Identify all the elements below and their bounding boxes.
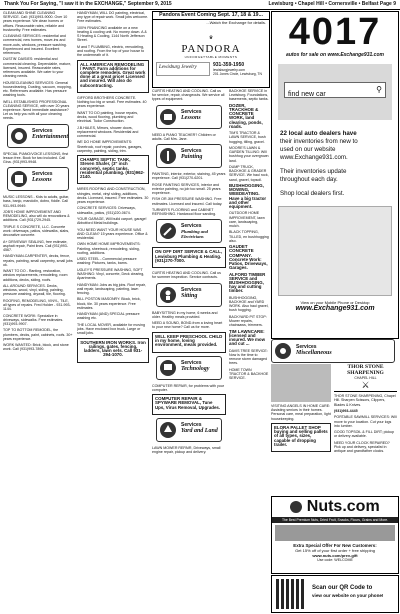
autos-body: 22 local auto dealers have their inventories from new to used on our website www.Exchange931.com. Their inventories update throughout each day. Shop local dealers first. <box>280 130 358 197</box>
misc-photo <box>271 364 331 402</box>
pandora-tagline: UNFORGETTABLE MOMENTS <box>184 55 238 59</box>
column-3 <box>152 89 226 609</box>
ad-60: DAVIS TREE SERVICE: Now is the time to remove storm damaged trees. <box>229 348 268 366</box>
ad-27: YOUR GARAGE, Will build carport, garage! Abbotford Metal buildings. <box>77 216 147 226</box>
nuts-code: Use code: WELCOME <box>317 558 353 563</box>
ad-18: HANDYMAN, WILL DO painting, electrical, any type of repair work. Small jobs welcome. Free estimates. <box>77 11 149 24</box>
ad-35: THE LOCAL MOVER, available for moving jobs. Have enclosed box truck. Large or small jobs. <box>77 322 145 336</box>
tree-icon <box>160 422 176 438</box>
section-lessons: Services Lessons <box>7 167 69 191</box>
nuts-photo <box>275 525 395 541</box>
ad-box-septic: CHAMPS SEPTIC TANK, Steven Shafer, (3" inch concrete), septic tanks, residential plumbing. (931)962-2140. <box>77 155 149 184</box>
ad-14: ROOFING, REMODELING, VINYL, TILE, all types of repairs. Fred Holder - 931-993-1144. <box>3 298 71 312</box>
pandora-note: ...Watch the Exchange for details. <box>206 20 266 25</box>
jeweler-info <box>153 62 269 76</box>
entertainment-icon <box>11 128 27 144</box>
search-icon: ⚲ <box>376 85 382 94</box>
ad-box-iron-works: SOUTHERN IRON WORKS. Iron railings, gates, fencing, ladders, lawn sets. Call 931-294-1070. <box>77 338 149 363</box>
ad-box-child-care: WILL KEEP PRESCHOOL CHILD in my home, loving environment, meals provided. <box>152 332 226 353</box>
header-left: Thank You For Saying, "I saw it in the EXCHANGE," September 9, 2015 <box>4 1 172 7</box>
ad-62: VISITING ANGELS IN HOME CARE: Assisting seniors in their homes. Personal care, meal preparation, light housekeeping. <box>271 404 331 421</box>
jeweler-web: lewisburgjewelry.com <box>213 68 245 72</box>
pandora-brand: PANDORA <box>181 43 241 55</box>
ad-38: PAINTING, interior, exterior, staining, 45 years experience. Call (931)270-6201. <box>152 172 226 181</box>
qr-line1: Scan our QR Code to <box>312 585 373 591</box>
ad-15: CONCRETE WORK: Specialize in driveways, sidewalks. Free estimates. (931)993-9907. <box>3 313 64 327</box>
thor-title: THOR STONE SHARPENING <box>347 364 384 376</box>
nuts-tagline: The Best Premium Nuts, Dried Fruit, Snacks, Flours, Grains and More. <box>272 517 398 523</box>
ad-22: WANT TO DO painting, house repairs, decks, wood flooring, plumbing and electrical. Tudor Construction. <box>77 110 138 124</box>
jeweler-address: 201 Jones Circle, Lewisburg, TN <box>213 72 262 76</box>
ad-57: BUSHHOGGING, BACKHOE and YARD WORK. Also haul gravel, bush hogging. <box>229 295 269 313</box>
ad-13: ALL AROUND SERVICES. Decks, windows, wood, vinyl, siding, painting, pressure washing, drywall, tile, flooring. <box>3 284 66 297</box>
autos-number: 4017 <box>288 11 382 53</box>
ad-28: YOU NEED WANT YOUR HOUSE WAS AND CLEAN? 15 years experience. Office & residential. <box>77 227 148 240</box>
nuts-ad <box>271 496 399 574</box>
thor-body: THOR STONE SHARPENING, Chapel Hill. Sharpen Scissors, Clippers, Blades & Knives. <box>334 394 396 407</box>
nuts-offer2: Get 15% off of your first order + free shipping <box>295 548 375 554</box>
ad-46: LAWN MOWER REPAIR, Driveways, small engine repair, pickup and delivery. <box>152 445 221 455</box>
ad-39: ROSE PAINTING SERVICES, interior and exterior painting, no job too small. 25 years experience. <box>152 182 221 196</box>
nuts-brand: Nuts.com <box>272 497 398 517</box>
column-2 <box>77 11 149 611</box>
pandora-ad <box>152 11 270 88</box>
column-1 <box>3 11 73 611</box>
ad-26: CONCRETE SERVICES: Driveways, sidewalks, patios, (931)220-0674. <box>77 206 136 215</box>
lessons-icon-2 <box>160 109 176 125</box>
jeweler-name: Lewisburg Jewelry <box>156 62 210 76</box>
lessons-icon <box>11 171 27 187</box>
thor-sub: CHAPEL HILL <box>354 376 377 380</box>
section-painting: Services Painting <box>156 144 222 168</box>
ad-34: HANDYMAN (AND) SPECIAL pressure washing etc. <box>77 312 140 321</box>
ad-25: MIRES ROOFING AND CONSTRUCTION, shingles, metal, vinyl siding, additions, decks. Licensed, insured. Free estimates. 30 years experience. <box>77 187 149 204</box>
section-technology: Services Technology <box>156 356 222 380</box>
child-icon <box>160 287 176 303</box>
nuts-url[interactable]: www.nuts.com/prev-gift <box>312 553 358 559</box>
ad-33: BILL POSTON MASONRY: Block, brick, block, tile. 30 years experience. Free estimates. <box>77 297 141 310</box>
ad-59: TIM LAWNCARE: licensed and insured. We mow and cut ... <box>229 328 266 347</box>
nuts-offer: Extra Special Offer For New Customers: <box>293 543 377 549</box>
ad-2: CLEANING SERVICES: residential and commercial, new homes, move-ins and move-outs, windows, pressure washing. Experienced and insured. Excellent references. <box>3 34 67 56</box>
ad-40: FISH OR JIM PRESSURE WASHING. Free estimates. Licensed and insured. Call today. <box>152 197 223 206</box>
wrench-icon <box>160 223 176 239</box>
ad-51: DUMP TRUCK, BACKHOE & GRADER SERVICE. We haul rock, sand, gravel, topsoil. <box>229 165 269 182</box>
ad-54: BLACK TOPPING, TILLED, en bushhogging also. <box>229 230 269 243</box>
crown-icon: ♛ <box>208 35 214 41</box>
page-header <box>0 0 400 10</box>
autos-url[interactable]: www.Exchange931.com <box>295 305 375 312</box>
thor-ad <box>334 364 397 392</box>
misc-left-column <box>271 364 331 494</box>
thor-phone: (931)993-4445 <box>334 409 358 413</box>
ad-44: NEED A SOUND, BOND-from a loving heart to your new home? Call us for more. <box>152 321 223 330</box>
paint-brush-icon <box>160 148 176 164</box>
knife-icon: ⚔ <box>361 380 370 391</box>
ad-45: COMPUTER REPAIR, for problems with your computer. <box>152 383 225 392</box>
section-miscellaneous: Services Miscellaneous <box>271 339 395 363</box>
ad-29: OWN HOME HOME IMPROVEMENTS: Painting, sheetrock, remodeling, siding, roofing, additions. <box>77 242 141 255</box>
nut-icon <box>290 501 302 513</box>
ad-37: NEED A PIANO TEACHER? Children or adults. Call Mrs. Jane. <box>152 132 216 141</box>
qr-line2: view our website on your phone! <box>312 593 384 598</box>
autos-search-label: find new car <box>288 91 326 98</box>
ad-61: HOME TOWN TRACTOR & BACKHOE SERVICE. <box>229 367 269 381</box>
ad-47: BACKHOE SERVICE in Lewisburg. Foundations, basements, septic tanks. <box>229 89 269 102</box>
ad-box-remodeling: ALL AMERICAN REMODELING / PAINT. Farm additions for complete remodels. Great work done at a great price! Licensed and insured. Will also do subcontracting. <box>77 60 149 93</box>
ad-52: BUSHHOGGING, MOWING, WEEDEATING. Have a big tractor and other equipment. <box>229 183 267 210</box>
ad-48: DOZER, TRACKHOE & CONCRETE WORK, land clearing, ponds, roads. <box>229 102 263 129</box>
pandora-logo <box>153 26 269 59</box>
ad-32: HANDYMAN: Jobs as big jobs. Roof repair, wall repair, landscaping, painting, lawn fencing. <box>77 282 146 295</box>
section-lessons-2: Services Lessons <box>156 105 222 129</box>
qr-code[interactable] <box>276 579 306 609</box>
section-entertainment: Services Entertainment <box>7 124 69 148</box>
ad-11: HANDYMAN-CARPENTER, decks, fence, repairs, painting, small carpentry, small jobs ok. <box>3 254 73 267</box>
ad-box-computer: COMPUTER REPAIR & SPYWARE REMOVAL, Tune Ups, Virus Removal, Upgrades. <box>152 394 226 415</box>
ad-4: HOUSECLEANING SERVICES: General housecleaning. Dusting, vacuum, mopping, etc. References available. Has pressure washing tools. <box>3 80 72 98</box>
ad-12: WANT TO DO - Ranting, restoration, window replacements, remodeling, room additions, decks, siding, roofs. <box>3 269 68 282</box>
autos-search-box[interactable] <box>284 82 386 98</box>
jeweler-phone: 931-359-1950 <box>213 62 245 68</box>
ad-53: OUTDOOR HOME IMPROVEMENT, lawn care, landscaping, mulch. <box>229 211 265 229</box>
ad-63: PORTABLE SAWMILL SERVICES: Will move to your location. Cut your logs into lumber. <box>334 415 397 428</box>
qr-box <box>271 575 399 613</box>
ad-20: M and T PLUMBING, electric, remodeling, and roofing. From the top of your house to the underneath of it. <box>77 44 145 58</box>
ad-box-elora: ELORA PALLET SHOP buying and selling pallets of all types, sizes, capable of dropping trailer. <box>271 423 331 452</box>
ad-43: BABYSITTING in my home, 6 weeks and older. Healthy meals provided. <box>152 310 218 319</box>
section-sitting: Services Sitting <box>156 283 222 307</box>
ad-5: WELL ESTABLISHED PROFESSIONAL CLEANING SERVICE, with over 20 years experience. Need immediate assistance? Let us help you with all your cleaning needs. <box>3 99 70 121</box>
section-plumbing: Services Plumbing and Electricians <box>156 219 222 243</box>
computer-icon <box>160 360 176 376</box>
ad-31: UGLEY'S PRESSURE WASHING, SOFT WASHING: Vinyl, concrete, Deck clearing, Apartments. <box>77 267 145 281</box>
misc-right-column <box>334 364 397 494</box>
ad-65: NEED YOUR CLOCK REPAIRED? Pick up and delivery, specialist in antique and grandfather clocks. <box>334 440 390 454</box>
ad-55: GAUDET CONCRETE COMPANY. Concrete Work: Patios, Driveways, Garages. <box>229 244 268 271</box>
autos-tagline: autos for sale on www.Exchange931.com <box>286 52 384 58</box>
autos-search-mock <box>278 64 392 120</box>
ad-23: J.B.HALES, Mirrors, shower doors, replacement windows. Residential and commercial. <box>77 125 139 138</box>
column-4 <box>229 89 269 609</box>
ad-7: MUSIC LESSONS - Kids to adults, guitar, bass, banjo, mandolin, dobro, fiddle. Call 931-993-9949. <box>3 195 70 208</box>
ad-42: CURTIS HEATING AND COOLING. Call us for summer inspection. Service contracts. <box>152 271 221 280</box>
ad-9: TRIPLE S CONCRETE, LLC. Concrete work: driveways, patios, sidewalks, slabs, decorative concrete. <box>3 224 70 238</box>
ad-10: A+ DRIVEWAY SEALING, free estimate, asphalt repair, Paint lines. Call (931)993-4567. <box>3 239 68 253</box>
ad-17: WORK WANTED: Brick, block, and stone work. Call (931)993-7890. <box>3 343 69 352</box>
ad-41: TURNER'S FLOORING and CABINET REFINISHING. Hardwood floor sanding. <box>152 208 217 217</box>
pandora-banner: Pandora Event Coming Sept. 17, 18 & 19... <box>153 12 269 20</box>
ad-30: USED STEEL - Commercial pressure washing: Pictures, tanks, barns. <box>77 257 137 266</box>
ad-64: GOOD TOPSOIL & FILL DIRT; pickup or delivery available. <box>334 430 395 439</box>
autos-ad <box>271 11 399 339</box>
ad-box-plumbing: ON OFF DIRT SERVICE & CALL, Lewisburg Plumbing & Heating. (931)270-7000. <box>152 247 226 268</box>
ad-16: TOP TO BOTTOM REMODEL, the plumbers, decks, paint, cabinets, roofs. 30+ years experience. <box>3 328 73 341</box>
ad-6: SPECIAL PIANO/VOICE LESSONS, first lesson free. Book for two included. Call Gina. (931)993-9948. <box>3 151 69 165</box>
ad-56: ALFORD TIMBER SERVICE and BUSHHOGGING, hay and cutting timber. <box>229 271 266 294</box>
autos-mobile-mock <box>278 206 392 296</box>
autos-view: View on your Mobile Phone or Desktop <box>300 300 370 305</box>
ad-21: GIFFORD BROTHERS CONCRETE. Nothing too big or small. Free estimates. 40 years experience. <box>77 96 147 109</box>
ad-19: 100% FINANCING available on a new heating & cooling unit. No money down. A & S Heating & Cooling, 1144 North Jefferson Street. <box>77 25 147 43</box>
ad-49: TIM'S TRACTOR & LAWN SERVICE, bush hogging, tilling, gravel. <box>229 131 266 144</box>
ad-50: MOORE'S LAWN & GARDEN TILLING: Will bushhog your overgrown land. <box>229 146 269 163</box>
ad-1: GLEAM AND SHINE CLEANING SERVICE. Call: (931)993-9000. Over 10 years experience. We clean homes or offices. Reasonable rates, reliable and trustworthy. Free estimates. <box>3 11 68 32</box>
header-right: Lewisburg • Chapel Hill • Cornersville • Belfast Page 9 <box>268 1 396 7</box>
section-yard: Services Yard and Land <box>156 418 222 442</box>
ad-3: DUSTIN' DAISIES: residential and commercial cleaning. Dependable, mature, licensed, insured. Reasonable rates, references available. We cater to your cleaning needs. <box>3 57 72 79</box>
ad-58: BACKYARD PIT STOP: Mower repairs, chainsaws, trimmers. <box>229 314 267 328</box>
misc-icon <box>275 343 291 359</box>
ad-8: JOB'S HOME IMPROVEMENT AND REMODELING, also will do renovations & additions. Call (931)729-2945. <box>3 210 70 223</box>
ad-24: WE DO HOME IMPROVEMENTS: Sheetrock, roof repair, porches, garages, carpentry, painting, siding, trim. <box>77 140 143 153</box>
ad-36: CURTIS HEATING AND COOLING. Call us for service, repair, changeouts. We service all types of equipment. <box>152 89 225 102</box>
